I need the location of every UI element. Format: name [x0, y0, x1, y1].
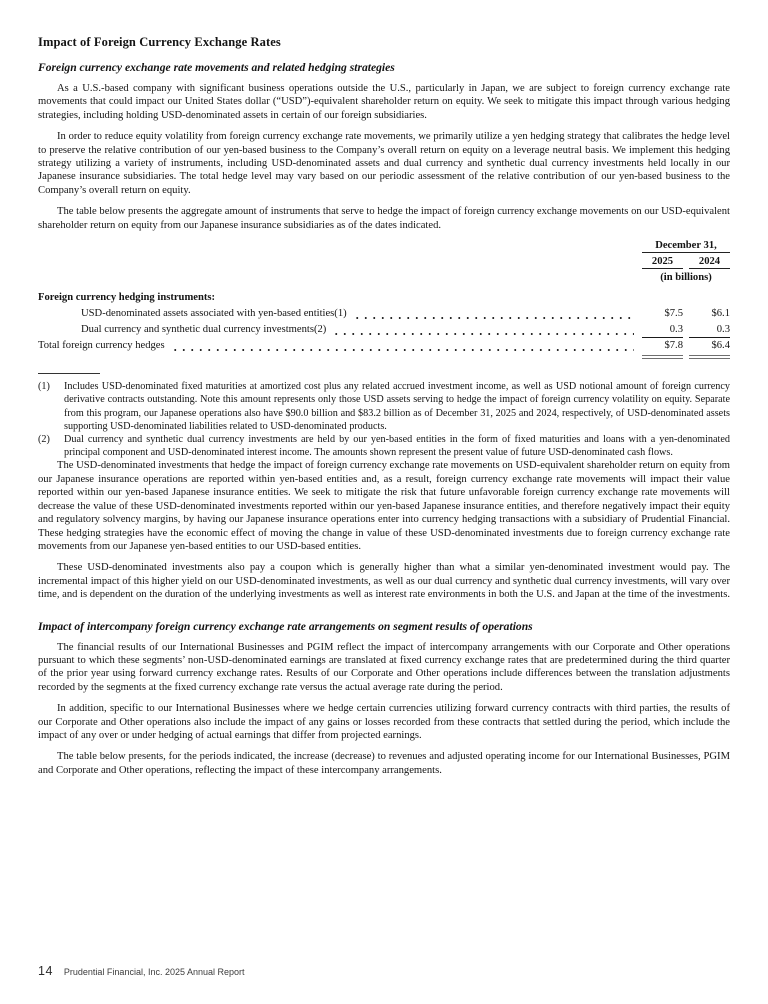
- table-row: [38, 306, 730, 322]
- paragraph: These USD-denominated investments also pay a coupon which is generally higher than what a similar yen-denominated investment would pay. The incremental impact of this higher yield on our USD-denominated investments, as well as our dual currency and synthetic dual currency investments, will vary over time, and is dependent on the duration of the underlying investments as well as interest rate environments in both the U.S. and Japan at the time of the investments.: [38, 562, 730, 601]
- table-cell-value: $6.4: [689, 338, 730, 359]
- table-cell-value: $7.5: [664, 307, 683, 319]
- subsection-heading-intercompany-arrangements: Impact of intercompany foreign currency exchange rate arrangements on segment results of operations: [38, 619, 533, 633]
- footnote-divider: [38, 373, 100, 374]
- footnote-marker: (2): [38, 434, 50, 446]
- year-column-2025: 2025: [642, 256, 683, 269]
- footnote: [38, 433, 730, 459]
- table-row-label: Foreign currency hedging instruments:: [38, 292, 216, 304]
- table-row: [38, 290, 730, 306]
- footnote: [38, 380, 730, 433]
- table-cell-value: $6.1: [711, 307, 730, 319]
- table-cell-value: 0.3: [689, 322, 730, 339]
- paragraph: The financial results of our International Businesses and PGIM reflect the impact of intercompany arrangements with our Corporate and Other operations pursuant to which these segments’ non-USD-denominated earnings are translated at fixed currency exchange rates that are predetermined during the third quarter of the prior year using forward currency exchange rates. Results of our Corporate and Other operations include differences between the translation adjustments recorded by the segments at the fixed currency exchange rate versus the actual average rate during the period.: [38, 641, 730, 693]
- page-title: Impact of Foreign Currency Exchange Rates: [38, 35, 281, 49]
- paragraph: The table below presents the aggregate amount of instruments that serve to hedge the impact of foreign currency exchange movements on our USD-equivalent shareholder return on equity from our Japanese insurance subsidiaries as of the dates indicated.: [38, 206, 730, 231]
- page-footer: [38, 964, 245, 978]
- paragraph: The USD-denominated investments that hedge the impact of foreign currency exchange rate movements on USD-equivalent shareholder return on equity from our Japanese insurance operations are reported within yen-based entities and, as a result, foreign currency exchange rate movements will impact their value reported within our yen-based Japanese insurance entities. We seek to mitigate the risk that future unfavorable foreign currency exchange rate movements will decrease the value of these USD-denominated investments reported within our yen-based Japanese insurance entities, and therefore negatively impact their equity and regulatory solvency margins, by having our Japanese insurance operations enter into currency hedging transactions with a subsidiary of Prudential Financial. These hedging strategies have the economic effect of moving the change in value of these USD-denominated investments due to foreign currency exchange rate movements from our Japanese yen-based entities to our USD-based entities.: [38, 460, 730, 552]
- table-cell-value: 0.3: [642, 322, 683, 339]
- table-date-header: December 31,: [642, 240, 730, 253]
- paragraph: In addition, specific to our International Businesses where we hedge certain currencies utilizing forward currency contracts with third parties, the results of our Corporate and Other operations also include the impact of any gains or losses recorded from these contracts that settled during the period, which include the impact of any over or under hedging of actual earnings that differ from projected earnings.: [38, 703, 730, 741]
- footer-report-title: Prudential Financial, Inc. 2025 Annual Report: [63, 967, 245, 977]
- table-header: [38, 240, 730, 283]
- table-row-label: USD-denominated assets associated with yen-based entities(1): [81, 307, 347, 319]
- dot-leader: [351, 306, 634, 322]
- page-number: 14: [38, 964, 53, 978]
- table-body: [38, 290, 730, 359]
- paragraph: The table below presents, for the periods indicated, the increase (decrease) to revenues and adjusted operating income for our International Businesses, PGIM and Corporate and Other operations, reflecting the impact of these intercompany arrangements.: [38, 751, 730, 776]
- table-units-label: (in billions): [660, 272, 712, 284]
- dot-leader: [169, 338, 634, 359]
- paragraph: In order to reduce equity volatility from foreign currency exchange rate movements, we primarily utilize a yen hedging strategy that calibrates the hedge level to preserve the relative contribution of our yen-based business to the Company’s overall return on equity on a leverage neutral basis. We implement this hedging strategy utilizing a variety of instruments, including USD-denominated assets and dual currency and synthetic dual currency investments held locally in our Japanese insurance subsidiaries. The total hedge level may vary based on our periodic assessment of the relative contribution of our yen-based business to the Company’s overall return on equity.: [38, 131, 730, 196]
- subsection-heading-hedging-strategies: Foreign currency exchange rate movements and related hedging strategies: [38, 61, 395, 74]
- table-cell-value: $7.8: [642, 338, 683, 359]
- paragraph: As a U.S.-based company with significant business operations outside the U.S., particularly in Japan, we are subject to foreign currency exchange rate movements that could impact our United States dollar (“USD”)-equivalent shareholder return on equity. We seek to mitigate this impact through various hedging strategies, including holding USD-denominated assets in certain of our foreign subsidiaries.: [38, 83, 730, 121]
- year-column-2024: 2024: [689, 256, 730, 269]
- footnote-marker: (1): [38, 381, 50, 393]
- table-row-total: [38, 338, 730, 359]
- footnote-text: Includes USD-denominated fixed maturities at amortized cost plus any related accrued investment income, as well as USD notional amount of foreign currency derivative contracts outstanding. Note this amount represents only those USD assets serving to hedge the impact of foreign currency volatility on equity. Separate from this program, our Japanese operations also have $90.0 billion and $83.2 billion as of December 31, 2025 and 2024, respectively, of USD-denominated assets supporting USD-denominated liabilities related to USD-denominated products.: [64, 381, 730, 432]
- table-year-columns: [642, 256, 730, 269]
- table-row-label: Total foreign currency hedges: [38, 340, 165, 352]
- dot-leader: [330, 322, 634, 339]
- footnote-text: Dual currency and synthetic dual currency investments are held by our yen-based entities in the form of fixed maturities and loans with a yen-denominated principal component and USD-denominated interest income. The amounts shown represent the present value of future USD-denominated cash flows.: [64, 434, 730, 459]
- table-row-label: Dual currency and synthetic dual currency investments(2): [81, 323, 327, 335]
- table-row: [38, 322, 730, 339]
- financial-table: [38, 240, 730, 359]
